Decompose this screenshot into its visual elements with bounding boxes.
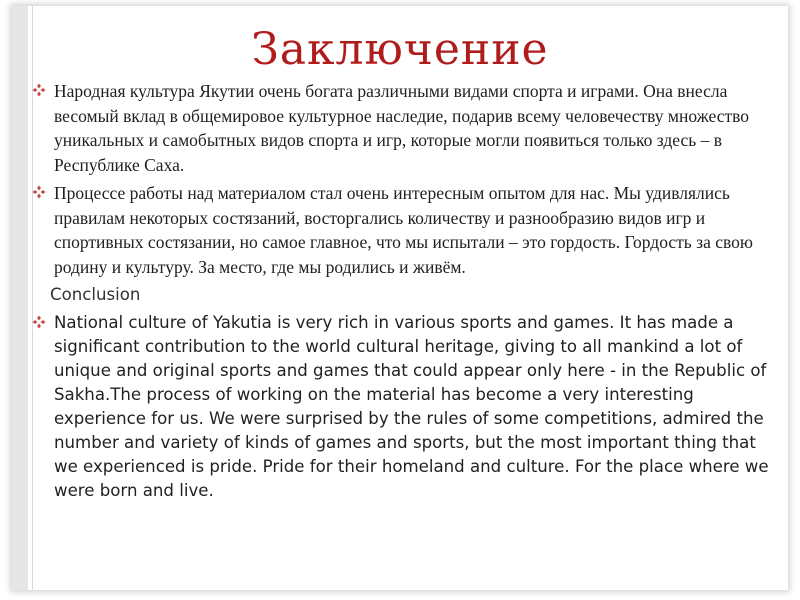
- slide: [12, 6, 788, 590]
- diamond-bullet-icon: [32, 185, 46, 199]
- bullet-item: [32, 181, 780, 279]
- bullet-item: [32, 311, 780, 503]
- slide-body: [32, 79, 780, 503]
- bullet-item: [32, 79, 780, 177]
- diamond-bullet-icon: [32, 83, 46, 97]
- diamond-bullet-icon: [32, 315, 46, 329]
- paragraph-ru-2: Процессе работы над материалом стал очень интересным опытом для нас. Мы удивлялись правилам некоторых состязаний, восторгались количеству и разнообразию видов игр и спортивных состязании, но самое главное, что мы испытали – это гордость. Гордость за свою родину и культуру. За место, где мы родились и живём.: [54, 183, 753, 277]
- conclusion-label: Conclusion: [50, 285, 141, 304]
- paragraph-ru-1: Народная культура Якутии очень богата различными видами спорта и играми. Она внесла весомый вклад в общемировое культурное наследие, подарив всему человечеству множество уникальных и самобытных видов спорта и игр, которые могли появиться только здесь – в Республике Саха.: [54, 81, 750, 175]
- paragraph-en: National culture of Yakutia is very rich in various sports and games. It has made a significant contribution to the world cultural heritage, giving to all mankind a lot of unique and original sports and games that could appear only here - in the Republic of Sakha.The process of working on the material has become a very interesting experience for us. We were surprised by the rules of some competitions, admired the number and variety of kinds of games and sports, but the most important thing that we experienced is pride. Pride for their homeland and culture. For the place where we were born and live.: [54, 313, 769, 500]
- slide-title: Заключение: [251, 24, 549, 75]
- left-decorative-stripe: [12, 6, 28, 590]
